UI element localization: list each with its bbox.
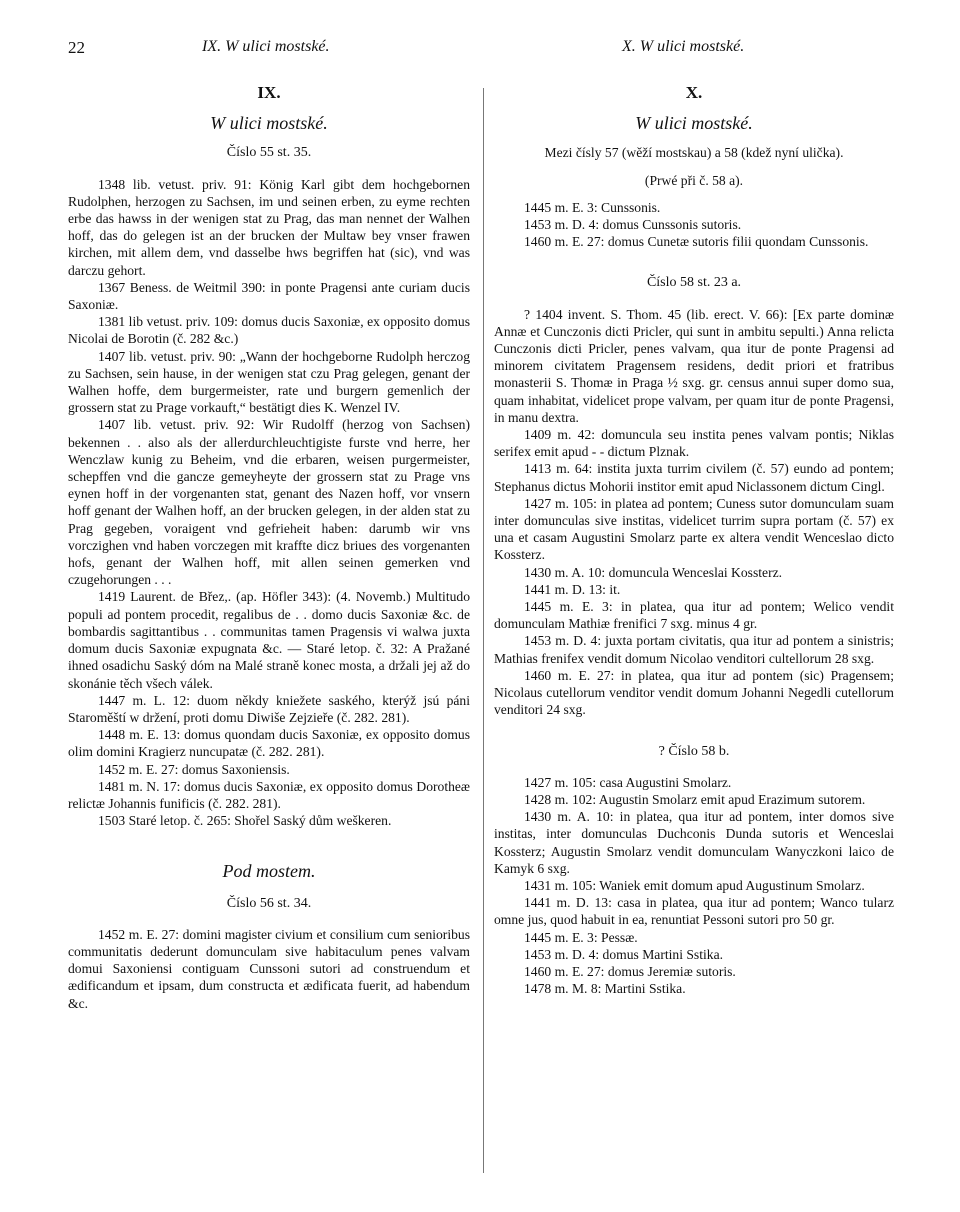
entry: 1430 m. A. 10: in platea, qua itur ad pontem, inter domos sive institas, inter domunculas Duchconis Dunda sutoris et Wenceslai Kossterz; Augustin Smolarz vendit domunculam Wanyczkoni laico de Kamyk 6 sxg.	[494, 809, 894, 876]
right-running-head: X. W ulici mostské.	[622, 38, 745, 55]
heading-cislo-56: Číslo 56 st. 34.	[226, 895, 312, 911]
page-number: 22	[68, 38, 85, 57]
heading-cislo-58a: Číslo 58 st. 23 a.	[646, 275, 742, 291]
entry: 1409 m. 42: domuncula seu instita penes valvam pontis; Niklas serifex emit apud - - dictum Plznak.	[494, 427, 894, 460]
entry: 1430 m. A. 10: domuncula Wenceslai Kossterz.	[524, 564, 783, 580]
entry: 1445 m. E. 3: in platea, qua itur ad pontem; Welico vendit domunculam Mathiæ frenifici 7 sxg. minus 4 gr.	[494, 599, 894, 632]
heading-pod-mostem: Pod mostem.	[222, 861, 316, 882]
entry: 1448 m. E. 13: domus quondam ducis Saxoniæ, ex opposito domus olim domini Kragierz nuncupatæ (č. 282. 281).	[68, 727, 470, 760]
heading-cislo-58b: ? Číslo 58 b.	[658, 743, 730, 759]
entry: 1460 m. E. 27: domus Cunetæ sutoris filii quondam Cunssonis.	[524, 234, 869, 250]
entry: 1452 m. E. 27: domus Saxoniensis.	[98, 761, 290, 777]
intro-text: Mezi čísly 57 (wěží mostskau) a 58 (kdež nyní ulička).	[544, 145, 844, 161]
running-header	[0, 38, 960, 62]
entry: ? 1404 invent. S. Thom. 45 (lib. erect. V. 66): [Ex parte dominæ Annæ et Cunczonis dicti Pricler, qui sunt in ambitu sepulti.) Anna relicta Cunczonis dicti Pricler, penes valvam, qua itur de ponte Pragensi ad minorem civitatem Pragensem residens, dedit priori et fratribus monasterii S. Thomæ in Praga ½ sxg. gr. census annui super domo sua, quam inhabitat, videlicet prope valvam, per quam itur de ponte Pragensi, in manu dextra.	[494, 306, 894, 425]
entry: 1481 m. N. 17: domus ducis Saxoniæ, ex opposito domus Dorotheæ relictæ Johannis funificis (č. 282. 281).	[68, 778, 470, 811]
entries-58a	[494, 306, 894, 719]
entry: 1431 m. 105: Waniek emit domum apud Augustinum Smolarz.	[524, 877, 865, 893]
entry: 1413 m. 64: instita juxta turrim civilem (č. 57) eundo ad pontem; Stephanus dictus Mohorii institor emit apud Niclassonem dictum Cingl.	[494, 461, 894, 494]
entry: 1453 m. D. 4: domus Martini Sstika.	[524, 946, 724, 962]
section-title-ix: W ulici mostské.	[210, 113, 328, 134]
entry: 1447 m. L. 12: duom někdy kniežete saského, kterýž jsú páni Staroměští w držení, proti domu Diwiše Zejzieře (č. 282. 281).	[68, 692, 470, 725]
section-title-x: W ulici mostské.	[635, 113, 753, 134]
entry: 1441 m. D. 13: casa in platea, qua itur ad pontem; Wanco tularz omne jus, quod habuit in ea, renuntiat Pessoni sutori pro 50 gr.	[494, 895, 894, 928]
entries-55	[68, 176, 470, 830]
entry: 1453 m. D. 4: domus Cunssonis sutoris.	[524, 217, 742, 233]
entry: 1427 m. 105: in platea ad pontem; Cuness sutor domunculam suam inter domunculas sive institas, videlicet turrim supra portam (č. 57) ex una et casam Augustini Smolarz parte ex altera vendit Wenceslao dicto Kossterz.	[494, 495, 894, 563]
entry: 1445 m. E. 3: Cunssonis.	[524, 199, 661, 215]
entry: 1419 Laurent. de Břez,. (ap. Höfler 343): (4. Novemb.) Multitudo populi ad pontem procedit, regalibus de . . domo ducis Saxoniæ &c. de bombardis sagittantibus . . communitas tamen Pragensis vi walwa juxta domum ducis Saxoniæ expugnata &c. — Staré letop. č. 32: A Pražané ihned osadichu Saský dóm na Malé straně konec mosta, a držali jej až do skonánie těch všech válek.	[68, 589, 470, 691]
entry: 1453 m. D. 4: juxta portam civitatis, qua itur ad pontem a sinistris; Mathias frenifex vendit domum Nicolao venditori cultellorum 28 sxg.	[494, 633, 894, 666]
entry: 1427 m. 105: casa Augustini Smolarz.	[524, 774, 732, 790]
entry: 1348 lib. vetust. priv. 91: König Karl gibt dem hochgebornen Rudolphen, herzogen zu Sachsen, im und seinen erben, zu eyme rechten erbe das hawss in der wenigen stat zu Prag, das man nennet der Walhen hoff, das do gelegen ist an der brucken der Multaw bey vnser frawen kirchen, mit allem dem, vnd dasselbe hws begriffen hat (sic), vnd was darczu gehort.	[68, 176, 470, 278]
entry: 1381 lib vetust. priv. 109: domus ducis Saxoniæ, ex opposito domus Nicolai de Borotin (č. 282 &c.)	[68, 314, 470, 347]
entries-intro	[494, 199, 894, 251]
entry: 1407 lib. vetust. priv. 92: Wir Rudolff (herzog von Sachsen) bekennen . . also als der allerdurchleuchtigiste furste vnd herre, her Wenczlaw kunig zu Beheim, vnd die erbaren, weisen purgermeister, schepffen vnd die gancze gemeyheyte der grossern stat zu Prage vns eynen hoff in der vorgenanten stat, genant des Nazen hoff, vor vnsern hoff genant der Walhen hoff, an der brucken gelegen, in der alden stat zu Prag gegeben, voraigent vnd gefrieheit haben: darumb wir vns vorczighen vnd haben vorczegen mit kraffte dicz briues des vorgenanten hofs, genant der Walhen hoff, mit allen seinen gemerken vnd czugehorungen . . .	[68, 417, 470, 588]
section-number-ix: IX.	[257, 83, 281, 102]
entry: 1428 m. 102: Augustin Smolarz emit apud Erazimum sutorem.	[524, 791, 866, 807]
left-column	[68, 80, 470, 1012]
entry: 1503 Staré letop. č. 265: Shořel Saský dům weškeren.	[98, 813, 392, 829]
entry: 1407 lib. vetust. priv. 90: „Wann der hochgeborne Rudolph herczog zu Sachsen, sein hause, in der wenigen stat czu Prag gelegen, genant der Walhen hoffe, dem burgermeister, rate und burgern gemenlich der grossern stat zu Prage vorkauft,“ bestätigt dies K. Wenzel IV.	[68, 348, 470, 416]
entry: 1478 m. M. 8: Martini Sstika.	[524, 981, 686, 997]
entry: 1441 m. D. 13: it.	[524, 581, 621, 597]
entry: 1460 m. E. 27: in platea, qua itur ad pontem (sic) Pragensem; Nicolaus cutellorum venditor vendit domum Johanni Negedli cutellorum venditori 24 sxg.	[494, 667, 894, 718]
entries-58b	[494, 774, 894, 998]
left-running-head: IX. W ulici mostské.	[202, 38, 330, 55]
intro-note: (Prwé při č. 58 a).	[644, 172, 744, 188]
entry: 1445 m. E. 3: Pessæ.	[524, 929, 638, 945]
heading-cislo-55: Číslo 55 st. 35.	[226, 145, 312, 161]
entry: 1452 m. E. 27: domini magister civium et consilium cum senioribus communitatis dederunt domunculam sive habitaculum penes valvam domui Saxoniensi contiguam Cunssoni sutori ad construendum et ædificandum et ipsam, dum constructa et ædificata fuerit, ad habendum &c.	[68, 926, 470, 1011]
entry: 1367 Beness. de Weitmil 390: in ponte Pragensi ante curiam ducis Saxoniæ.	[68, 279, 470, 313]
right-column	[494, 80, 894, 997]
entry: 1460 m. E. 27: domus Jeremiæ sutoris.	[524, 963, 736, 979]
column-divider	[483, 88, 484, 1173]
section-number-x: X.	[685, 83, 703, 102]
